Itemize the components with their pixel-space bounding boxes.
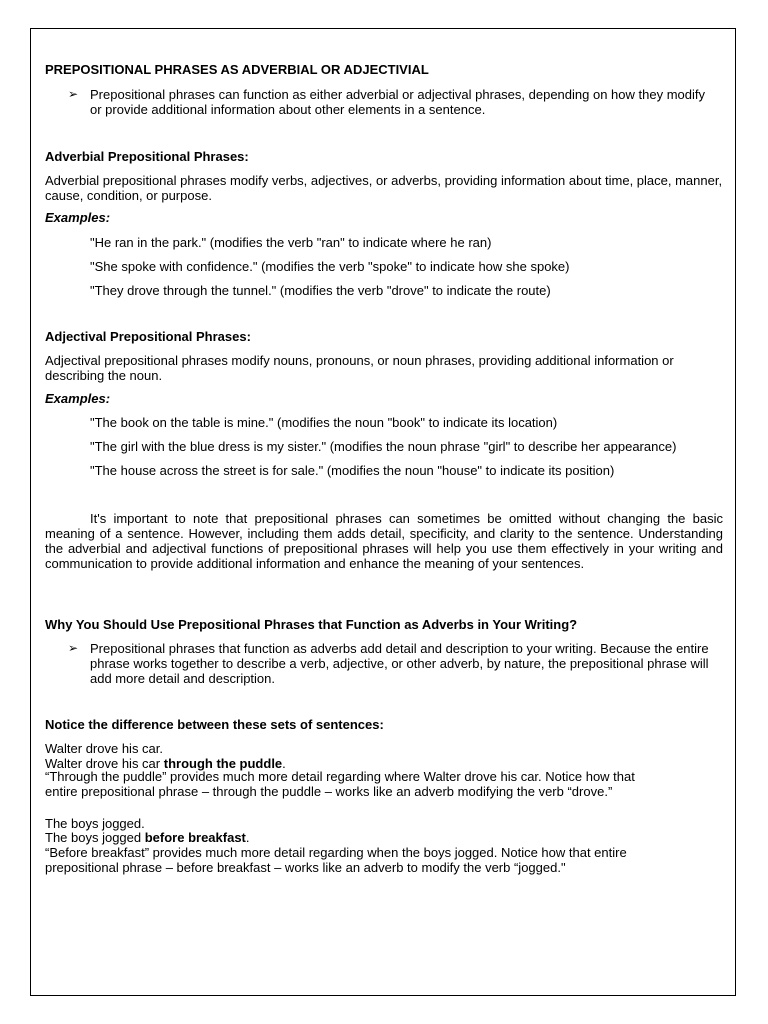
adjectival-heading: Adjectival Prepositional Phrases: xyxy=(45,329,251,344)
why-heading: Why You Should Use Prepositional Phrases that Function as Adverbs in Your Writing? xyxy=(45,617,578,632)
adverbial-examples-label: Examples: xyxy=(45,210,111,225)
why-bullet-text: Prepositional phrases that function as adverbs add detail and description to your writing. Because the entire phrase works together to describe a verb, adjective, or other adverb, by nature, the prepositional phrase will add more detail and description. xyxy=(90,641,709,686)
set2-line2 xyxy=(45,830,250,845)
adjectival-description: Adjectival prepositional phrases modify nouns, pronouns, or noun phrases, providing additional information or describing the noun. xyxy=(45,353,674,383)
arrow-bullet-icon: ➢ xyxy=(68,87,79,101)
set1-line1: Walter drove his car. xyxy=(45,741,164,756)
document-title: PREPOSITIONAL PHRASES AS ADVERBIAL OR ADJECTIVIAL xyxy=(45,62,429,77)
arrow-bullet-icon: ➢ xyxy=(68,641,79,655)
note-paragraph: It's important to note that prepositional phrases can sometimes be omitted without changing the basic meaning of a sentence. However, including them adds detail, specificity, and clarity to the sentence. Understanding the adverbial and adjectival functions of prepositional phrases will help you use them effectively in your writing and communication to provide additional information and enhance the meaning of your sentences. xyxy=(45,511,723,571)
set2-line2-suffix: . xyxy=(245,830,250,845)
adverbial-example-2: "She spoke with confidence." (modifies the verb "spoke" to indicate how she spoke) xyxy=(90,259,570,274)
set1-line2-prefix: Walter drove his car xyxy=(45,756,164,771)
set2-line2-prefix: The boys jogged xyxy=(45,830,145,845)
adverbial-example-1: "He ran in the park." (modifies the verb "ran" to indicate where he ran) xyxy=(90,235,492,250)
set1-line2-bold-phrase: through the puddle xyxy=(163,756,283,771)
adjectival-example-2: "The girl with the blue dress is my sister." (modifies the noun phrase "girl" to describe her appearance) xyxy=(90,439,677,454)
set2-line1: The boys jogged. xyxy=(45,816,145,831)
adverbial-heading: Adverbial Prepositional Phrases: xyxy=(45,149,249,164)
adverbial-example-3: "They drove through the tunnel." (modifies the verb "drove" to indicate the route) xyxy=(90,283,551,298)
adjectival-examples-label: Examples: xyxy=(45,391,111,406)
set1-line2-suffix: . xyxy=(282,756,286,771)
adjectival-example-3: "The house across the street is for sale." (modifies the noun "house" to indicate its position) xyxy=(90,463,615,478)
set2-line2-bold-phrase: before breakfast xyxy=(144,830,246,845)
notice-heading: Notice the difference between these sets of sentences: xyxy=(45,717,384,732)
set2-explanation: “Before breakfast” provides much more detail regarding when the boys jogged. Notice how that entire prepositional phrase – before breakfast – works like an adverb to modify the verb “jogged." xyxy=(45,845,627,875)
adverbial-description: Adverbial prepositional phrases modify verbs, adjectives, or adverbs, providing information about time, place, manner, cause, condition, or purpose. xyxy=(45,173,723,203)
adjectival-example-1: "The book on the table is mine." (modifies the noun "book" to indicate its location) xyxy=(90,415,558,430)
intro-bullet-text: Prepositional phrases can function as either adverbial or adjectival phrases, depending on how they modify or provide additional information about other elements in a sentence. xyxy=(90,87,705,117)
set1-explanation: “Through the puddle” provides much more detail regarding where Walter drove his car. Notice how that entire prepositional phrase – through the puddle – works like an adverb modifying the verb “drove.” xyxy=(45,769,635,799)
